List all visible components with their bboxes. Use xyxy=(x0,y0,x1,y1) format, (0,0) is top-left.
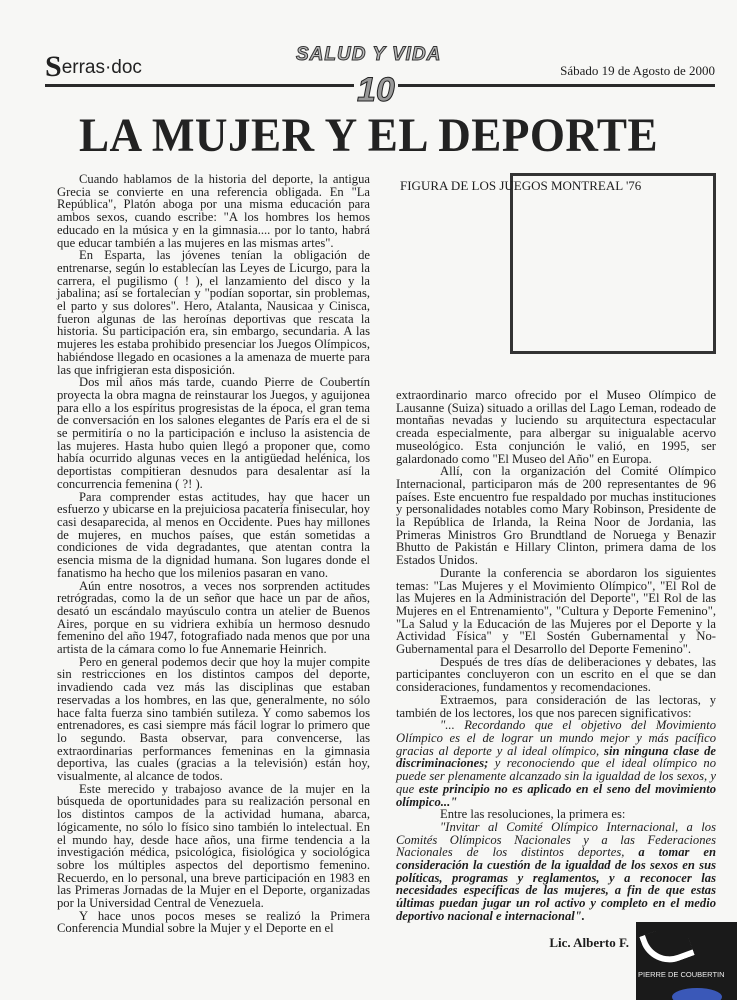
paragraph xyxy=(396,389,716,465)
text-run: Extraemos, para consideración de las lectoras, y también de los lectores, los que nos parecen significativos: xyxy=(396,692,716,720)
issue-date: Sábado 19 de Agosto de 2000 xyxy=(560,63,715,78)
coubertin-caption: PIERRE DE COUBERTIN xyxy=(638,970,725,979)
figure-placeholder-frame xyxy=(510,173,716,354)
text-run: Entre las resoluciones, la primera es: xyxy=(440,807,626,822)
paragraph xyxy=(396,567,716,656)
text-run: Durante la conferencia se abordaron los siguientes temas: "Las Mujeres y el Movimiento Olímpico", "El Rol de las Mujeres en la Administración del Deporte", "El Rol de las Mujeres en el Entrenamiento", "Cultura y Deporte Femenino", "La Salud y la Educación de las Mujeres por el Deporte y la Actividad Física" y "El Sostén Gubernamental y No-Gubernamental para el Desarrollo del Deporte Femenino". xyxy=(396,565,716,657)
text-run: extraordinario marco ofrecido por el Museo Olímpico de Lausanne (Suiza) situado a orillas del Lago Leman, rodeado de montañas nevadas y luciendo su arquitectura espectacular creada especialmente, para albergar su inigualable acervo museológico. Esta conjunción le valió, en 1995, ser galardonado como "El Museo del Año" en Europa. xyxy=(396,388,716,466)
article-column-2 xyxy=(396,389,716,923)
text-run: a tomar en consideración la cuestión de la igualdad de los sexos en sus políticas, programas y reglamentos, y a reconocer las necesidades específicas de las mujeres, a fin de que estas últimas puedan jugar un rol activo y completo en el medio deportivo nacional e internacional". xyxy=(396,845,716,923)
blue-ring-shape xyxy=(672,988,722,1000)
sierras-doc-logo xyxy=(45,50,142,84)
author-signature: Lic. Alberto F. xyxy=(549,935,629,950)
logo-initial: S xyxy=(45,50,62,83)
paragraph xyxy=(57,910,370,935)
text-run: Cuando hablamos de la historia del deporte, la antigua Grecia se convierte en una referencia obligada. En "La República", Platón aboga por una misma educación para ambos sexos, cuando escribe: "A los hombres los hemos educado en la música y en la gimnasia.... por lo tanto, habrá que educar también a las mujeres en las mismas artes". xyxy=(57,172,370,250)
text-run: Para comprender estas actitudes, hay que hacer un esfuerzo y ubicarse en la prejuiciosa pacatería finisecular, hoy casi desaparecida, al menos en Occidente. Pues hay millones de mujeres, en muchos países, que están sometidas a condiciones de vida degradantes, que atentan contra la esencia misma de la dignidad humana. Son lugares donde el fanatismo ha hecho que los milenios pasaran en vano. xyxy=(57,489,370,580)
paragraph xyxy=(396,465,716,567)
paragraph xyxy=(57,580,370,656)
figure-caption: FIGURA DE LOS JUEGOS MONTREAL '76 xyxy=(400,178,642,193)
paragraph xyxy=(57,249,370,376)
page-number: 10 xyxy=(354,72,398,108)
logo-text: erras·doc xyxy=(61,57,142,78)
paragraph xyxy=(396,656,716,694)
text-run: Dos mil años más tarde, cuando Pierre de Coubertín proyecta la obra magna de reinstaurar los Juegos, y aguijonea para ello a los espíritus progresistas de la época, el gran tema de conversación en los salones elegantes de París era el de si se permitiría o no la participación e incluso la asistencia de las mujeres. Hasta hubo quien llegó a proponer que, como había ocurrido algunas veces en la antigüedad helénica, los deportistas compitieran desnudos para desalentar así la concurrencia femenina ( ?! ). xyxy=(57,375,370,491)
text-run: Allí, con la organización del Comité Olímpico Internacional, participaron más de 200 representantes de 96 países. Este encuentro fue respaldado por muchas instituciones y personalidades notables como Mary Robinson, Presidente de la República de Irlanda, la Reina Noor de Jordania, las Primeras Ministros Gro Brundtland de Noruega y Benazir Bhutto de Pakistán e Hillary Clinton, primera dama de los Estados Unidos. xyxy=(396,464,716,568)
headline: LA MUJER Y EL DEPORTE xyxy=(78,109,659,162)
text-run: Aún entre nosotros, a veces nos sorprenden actitudes retrógradas, como la de un señor que hace un par de años, desató un escándalo mayúsculo contra un atelier de Buenos Aires, porque en su vidriera exhibía un hermoso desnudo femenino del año 1947, fotografiado nada menos que por una artista de la cámara como lo fue Annemarie Heinrich. xyxy=(57,578,370,657)
text-run: Pero en general podemos decir que hoy la mujer compite sin restricciones en los distintos campos del deporte, invadiendo cada vez más las disciplinas que estaban reservadas a los hombres, en las que, generalmente, no sólo hace falta fuerza sino también sutileza. Y como sabemos los entrenadores, es casi siempre más fácil lograr lo primero que lo segundo. Basta observar, para convencerse, las extraordinarias performances femeninas en la gimnasia deportiva, las cuales (gracias a la televisión) están hoy, visualmente, al alcance de todos. xyxy=(57,654,370,784)
text-run: y reconociendo que el ideal olímpico no puede ser plenamente alcanzado sin la igualdad de los sexos, y que xyxy=(396,756,716,796)
paragraph xyxy=(57,783,370,910)
text-run: Después de tres días de deliberaciones y debates, las participantes concluyeron con un escrito en el que se dan consideraciones, fundamentos y recomendaciones. xyxy=(396,654,716,695)
paragraph xyxy=(57,376,370,490)
coubertin-logo-image xyxy=(636,922,737,1000)
text-run: este principio no es aplicado en el seno del movimiento olímpico..." xyxy=(396,781,716,809)
quoted-resolution xyxy=(396,719,716,808)
paragraph xyxy=(57,173,370,249)
quoted-resolution xyxy=(396,821,716,923)
runner-figure-icon xyxy=(639,922,695,971)
text-run: "Invitar al Comité Olímpico Internacional, a los Comités Olímpicos Nacionales y a las Federaciones Nacionales de los distintos deportes, xyxy=(396,819,716,860)
text-run: Este merecido y trabajoso avance de la mujer en la búsqueda de oportunidades para su realización personal en los distintos campos de la actividad humana, abarca, lógicamente, no sólo lo físico sino también lo intelectual. En el mundo hay, desde hace años, una firme tendencia a la investigación médica, psicológica, fisiológica y sociológica sobre los múltiples aspectos del deportismo femenino. Recuerdo, en lo personal, una breve participación en 1983 en las Primeras Jornadas de la Mujer en el Deporte, organizadas por la Universidad Central de Venezuela. xyxy=(57,781,370,911)
paragraph xyxy=(396,694,716,719)
section-title: SALUD Y VIDA xyxy=(296,44,442,65)
text-run: En Esparta, las jóvenes tenían la obligación de entrenarse, según lo establecían las Leyes de Licurgo, para la carrera, el pugilismo ( ! ), el lanzamiento del disco y la jabalina; así se fortalecían y "podían soportar, sin problemas, el parto y sus dolores". Hero, Atalanta, Nausicaa y Cinisca, fueron algunas de las heroínas deportivas que rescata la historia. Su participación era, sin embargo, secundaria. A las mujeres les estaba prohibido presenciar los Juegos Olímpicos, habiéndose llegado en ocasiones a la amenaza de muerte para las que infrigieran esta disposición. xyxy=(57,248,370,377)
text-run: Y hace unos pocos meses se realizó la Primera Conferencia Mundial sobre la Mujer y el Deporte en el xyxy=(57,908,370,936)
text-run: sin ninguna clase de discriminaciones; xyxy=(396,743,716,771)
article-column-1 xyxy=(57,173,370,935)
paragraph xyxy=(57,491,370,580)
paragraph xyxy=(57,656,370,783)
text-run: "... Recordando que el objetivo del Movimiento Olímpico es el de lograr un mundo mejor y más pacífico gracias al deporte y al ideal olímpico, xyxy=(396,718,716,758)
